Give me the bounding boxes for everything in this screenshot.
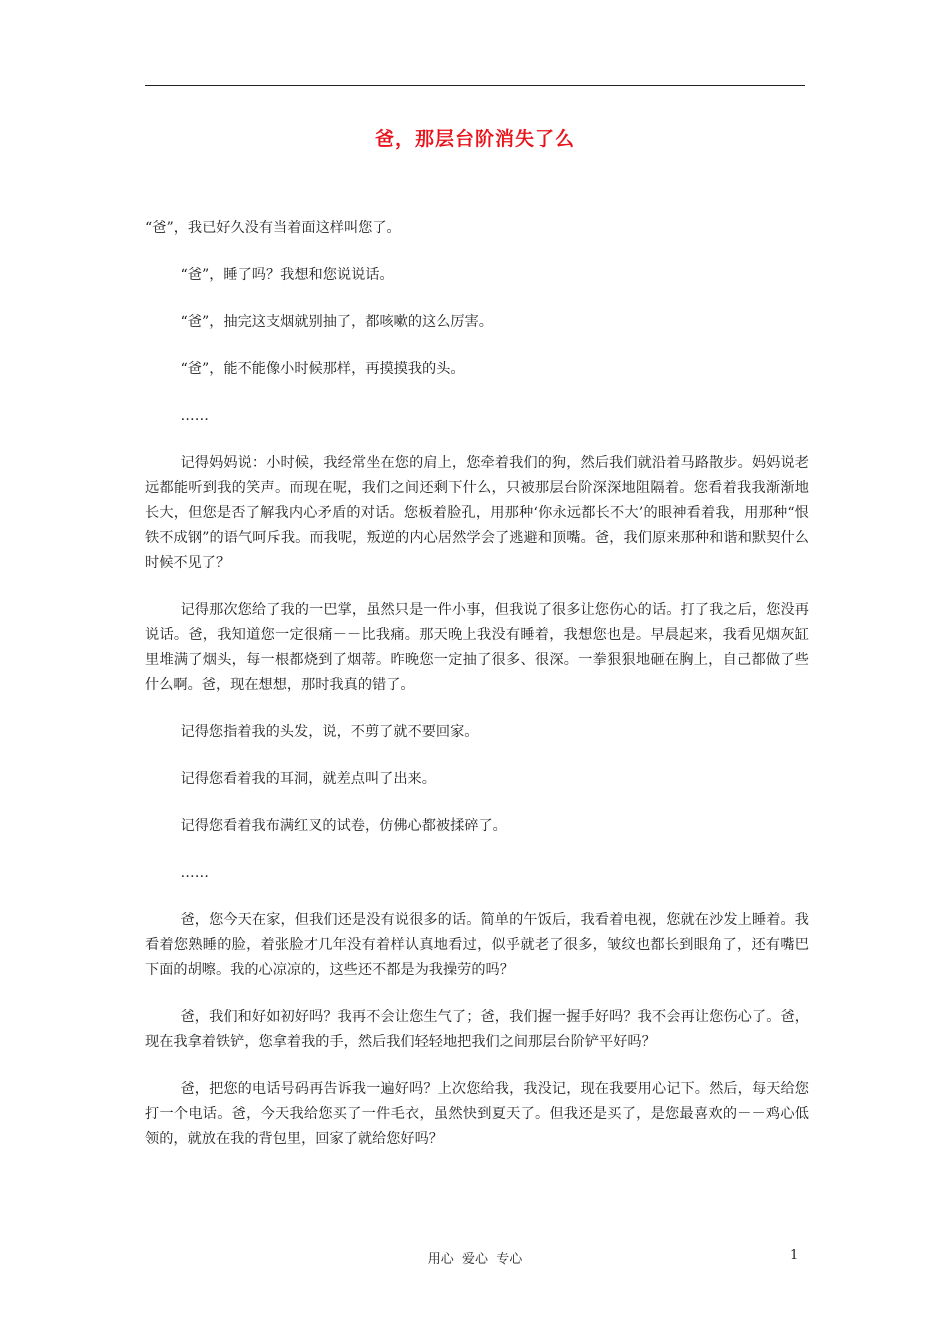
document-body bbox=[145, 216, 809, 1174]
ellipsis: …… bbox=[180, 408, 209, 424]
paragraph: “爸”，睡了吗？我想和您说说话。 bbox=[180, 267, 394, 283]
paragraph: 爸，我们和好如初好吗？我再不会让您生气了；爸，我们握一握手好吗？我不会再让您伤心了。爸，现在我拿着铁铲，您拿着我的手，然后我们轻轻地把我们之间那层台阶铲平好吗？ bbox=[145, 1009, 809, 1050]
paragraph: 爸，您今天在家，但我们还是没有说很多的话。简单的午饭后，我看着电视，您就在沙发上睡着。我看着您熟睡的脸，着张脸才几年没有着样认真地看过，似乎就老了很多，皱纹也都长到眼角了，还有嘴巴下面的胡嚓。我的心凉凉的，这些还不都是为我操劳的吗？ bbox=[145, 912, 809, 978]
paragraph: “爸”，能不能像小时候那样，再摸摸我的头。 bbox=[180, 361, 465, 377]
header-rule bbox=[145, 85, 805, 86]
paragraph: 记得那次您给了我的一巴掌，虽然只是一件小事，但我说了很多让您伤心的话。打了我之后，您没再说话。爸，我知道您一定很痛－－比我痛。那天晚上我没有睡着，我想您也是。早晨起来，我看见烟灰缸里堆满了烟头，每一根都烧到了烟蒂。昨晚您一定抽了很多、很深。一拳狠狠地砸在胸上，自己都做了些什么啊。爸，现在想想，那时我真的错了。 bbox=[145, 602, 809, 693]
paragraph: 记得您看着我布满红叉的试卷，仿佛心都被揉碎了。 bbox=[180, 818, 507, 834]
paragraph: “爸”，我已好久没有当着面这样叫您了。 bbox=[145, 220, 401, 236]
paragraph: 记得妈妈说：小时候，我经常坐在您的肩上，您牵着我们的狗，然后我们就沿着马路散步。妈妈说老远都能听到我的笑声。而现在呢，我们之间还剩下什么，只被那层台阶深深地阻隔着。您看着我我渐渐地长大，但您是否了解我内心矛盾的对话。您板着脸孔，用那种‘你永远都长不大’的眼神看着我，用那种“恨铁不成钢”的语气呵斥我。而我呢，叛逆的内心居然学会了逃避和顶嘴。爸，我们原来那种和谐和默契什么时候不见了？ bbox=[145, 455, 809, 571]
footer-motto: 用心 爱心 专心 bbox=[427, 1252, 523, 1267]
paragraph: “爸”，抽完这支烟就别抽了，都咳嗽的这么厉害。 bbox=[180, 314, 493, 330]
paragraph: 爸，把您的电话号码再告诉我一遍好吗？上次您给我，我没记，现在我要用心记下。然后，每天给您打一个电话。爸，今天我给您买了一件毛衣，虽然快到夏天了。但我还是买了，是您最喜欢的－－鸡心低领的，就放在我的背包里，回家了就给您好吗？ bbox=[145, 1081, 809, 1147]
paragraph: 记得您指着我的头发，说，不剪了就不要回家。 bbox=[180, 724, 479, 740]
paragraph: 记得您看着我的耳洞，就差点叫了出来。 bbox=[180, 771, 436, 787]
ellipsis: …… bbox=[180, 865, 209, 881]
document-title: 爸，那层台阶消失了么 bbox=[374, 128, 575, 150]
page-number: 1 bbox=[790, 1248, 799, 1263]
